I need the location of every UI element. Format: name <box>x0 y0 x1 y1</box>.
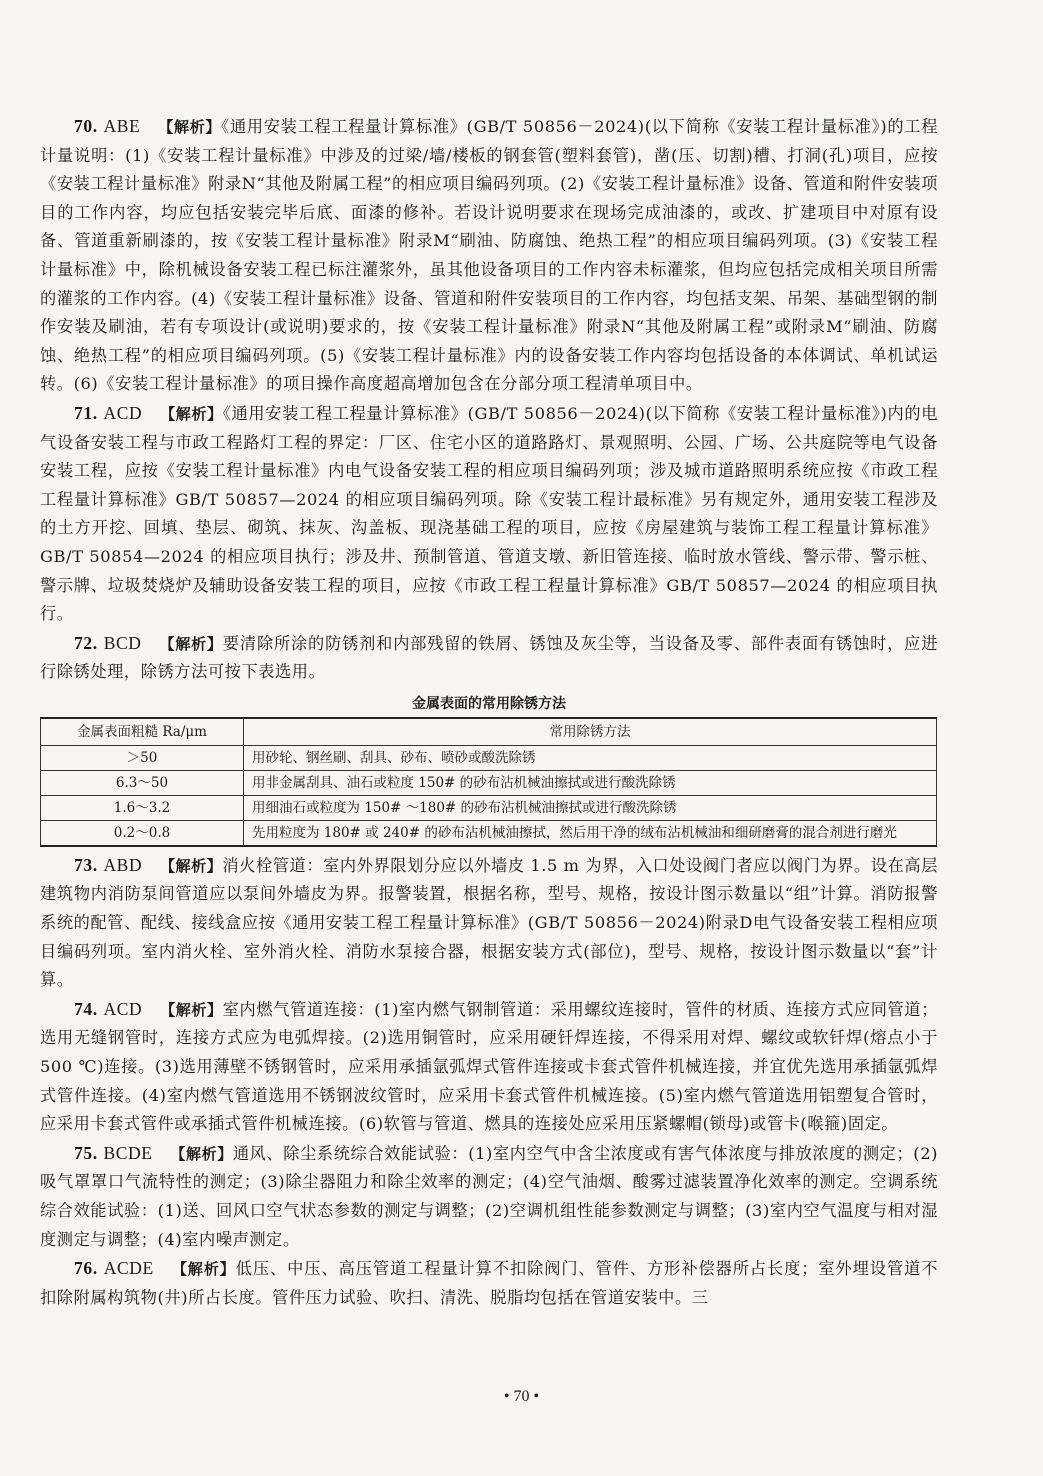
analysis-text: 《通用安装工程工程量计算标准》(GB/T 50856－2024)(以下简称《安装工程计量标准》)的工程计量说明：(1)《安装工程计量标准》中涉及的过梁/墙/楼板的钢套管(塑料套管)，凿(压、切割)槽、打洞(孔)项目，应按《安装工程计量标准》附录N“其他及附属工程”的相应项目编码列项。(2)《安装工程计量标准》设备、管道和附件安装项目的工作内容，均应包括安装完毕后底、面漆的修补。若设计说明要求在现场完成油漆的，或改、扩建项目中对原有设备、管道重新刷漆的，按《安装工程计量标准》附录M“刷油、防腐蚀、绝热工程”的相应项目编码列项。(3)《安装工程计量标准》中，除机械设备安装工程已标注灌浆外，虽其他设备项目的工作内容未标灌浆，但均应包括完成相关项目所需的灌浆的工作内容。(4)《安装工程计量标准》设备、管道和附件安装项目的工作内容，均包括支架、吊架、基础型钢的制作安装及刷油，若有专项设计(或说明)要求的，按《安装工程计量标准》附录N“其他及附属工程”或附录M“刷油、防腐蚀、绝热工程”的相应项目编码列项。(5)《安装工程计量标准》内的设备安装工作内容均包括设备的本体调试、单机试运转。(6)《安装工程计量标准》的项目操作高度超高增加包含在分部分项工程清单项目中。 <box>40 117 939 394</box>
table-row <box>41 770 937 795</box>
question-number: 73. <box>74 854 98 875</box>
analysis-text: 《通用安装工程工程量计算标准》(GB/T 50856－2024)(以下简称《安装工程计量标准》)内的电气设备安装工程与市政工程路灯工程的界定：厂区、住宅小区的道路路灯、景观照明、公园、广场、公共庭院等电气设备安装工程，应按《安装工程计量标准》内电气设备安装工程的相应项目编码列项；涉及城市道路照明系统应按《市政工程工程量计算标准》GB/T 50857—2024 的相应项目编码列项。除《安装工程计最标准》另有规定外，通用安装工程涉及的土方开挖、回填、垫层、砌筑、抹灰、沟盖板、现浇基础工程的项目，应按《房屋建筑与装饰工程工程量计算标准》GB/T 50854—2024 的相应项目执行；涉及井、预制管道、管道支墩、新旧管连接、临时放水管线、警示带、警示桩、警示牌、垃圾焚烧炉及辅助设备安装工程的项目，应按《市政工程工程量计算标准》GB/T 50857—2024 的相应项目执行。 <box>40 403 939 624</box>
analysis-text: 要清除所涂的防锈剂和内部残留的铁屑、锈蚀及灰尘等，当设备及零、部件表面有锈蚀时，应进行除锈处理，除锈方法可按下表选用。 <box>40 633 939 682</box>
method-cell: 先用粒度为 180# 或 240# 的砂布沾机械油擦拭，然后用干净的绒布沾机械油和细研磨膏的混合剂进行磨光 <box>244 820 937 846</box>
page-content <box>40 112 938 1312</box>
table-row <box>41 745 937 770</box>
method-cell: 用砂轮、钢丝刷、刮具、砂布、喷砂或酸洗除锈 <box>244 745 937 770</box>
table-title: 金属表面的常用除锈方法 <box>412 695 566 712</box>
analysis-tag: 【解析】 <box>159 856 223 875</box>
question-number: 76. <box>74 1258 98 1279</box>
derusting-table <box>40 717 937 847</box>
analysis-tag: 【解析】 <box>159 634 223 653</box>
analysis-tag: 【解析】 <box>170 1144 233 1163</box>
roughness-cell: 1.6～3.2 <box>41 795 244 820</box>
analysis-text: 低压、中压、高压管道工程量计算不扣除阀门、管件、方形补偿器所占长度；室外埋设管道不扣除附属构筑物(井)所占长度。管件压力试验、吹扫、清洗、脱脂均包括在管道安装中。三 <box>40 1259 939 1307</box>
question-number: 70. <box>74 116 98 136</box>
question-number: 72. <box>74 632 98 653</box>
analysis-tag: 【解析】 <box>171 1260 236 1279</box>
answer-key: BCDE <box>103 1142 153 1163</box>
answer-71 <box>40 399 938 629</box>
answer-74 <box>40 995 938 1139</box>
answer-key: ACDE <box>103 1258 154 1279</box>
roughness-cell: 6.3～50 <box>41 770 244 795</box>
question-number: 75. <box>74 1142 98 1163</box>
answer-key: ABE <box>103 116 141 136</box>
page-number: • 70 • <box>503 1388 540 1405</box>
answer-key: ABD <box>103 854 143 875</box>
analysis-tag: 【解析】 <box>160 404 223 423</box>
answer-key: ACD <box>103 998 143 1019</box>
analysis-text: 通风、除尘系统综合效能试验：(1)室内空气中含尘浓度或有害气体浓度与排放浓度的测定；(2)吸气罩罩口气流特性的测定；(3)除尘器阻力和除尘效率的测定；(4)空气油烟、酸雾过滤装置净化效率的测定。空调系统综合效能试验：(1)送、回风口空气状态参数的测定与调整；(2)空调机组性能参数测定与调整；(3)室内空气温度与相对湿度测定与调整；(4)室内噪声测定。 <box>40 1143 939 1249</box>
analysis-text: 消火栓管道：室内外界限划分应以外墙皮 1.5 m 为界，入口处设阀门者应以阀门为界。设在高层建筑物内消防泵间管道应以泵间外墙皮为界。报警装置，根据名称，型号、规格，按设计图示数量以“组”计算。消防报警系统的配管、配线、接线盒应按《通用安装工程工程量计算标准》(GB/T 50856－2024)附录D电气设备安装工程相应项目编码列项。室内消火栓、室外消火栓、消防水泵接合器，根据安装方式(部位)，型号、规格，按设计图示数量以“套”计算。 <box>40 855 938 990</box>
table-header-row <box>41 718 937 746</box>
analysis-text: 室内燃气管道连接：(1)室内燃气钢制管道：采用螺纹连接时，管件的材质、连接方式应同管道；选用无缝钢管时，连接方式应为电弧焊接。(2)选用铜管时，应采用硬钎焊连接，不得采用对焊、螺纹或软钎焊(熔点小于 500 ℃)连接。(3)选用薄壁不锈钢管时，应采用承插氩弧焊式管件连接或卡套式管件机械连接，并宜优先选用承插氩弧焊式管件连接。(4)室内燃气管道选用不锈钢波纹管时，应采用卡套式管件机械连接。(5)室内燃气管道选用铝塑复合管时，应采用卡套式管件或承插式管件机械连接。(6)软管与管道、燃具的连接处应采用压紧螺帽(锁母)或管卡(喉箍)固定。 <box>40 999 939 1134</box>
answer-72 <box>40 629 938 687</box>
answer-key: ACD <box>103 402 143 423</box>
answer-75 <box>40 1139 938 1254</box>
table-row <box>41 795 937 820</box>
question-number: 71. <box>74 402 98 423</box>
answer-70 <box>40 112 938 399</box>
answer-76 <box>40 1254 938 1312</box>
table-row <box>41 820 937 846</box>
analysis-tag: 【解析】 <box>160 1000 223 1019</box>
header-roughness: 金属表面粗糙 Ra/μm <box>41 718 244 746</box>
answer-key: BCD <box>103 632 142 653</box>
question-number: 74. <box>74 998 98 1019</box>
analysis-tag: 【解析】 <box>158 118 222 136</box>
method-cell: 用细油石或粒度为 150# ～180# 的砂布沾机械油擦拭或进行酸洗除锈 <box>244 795 937 820</box>
roughness-cell: ＞50 <box>41 745 244 770</box>
method-cell: 用非金属刮具、油石或粒度 150# 的砂布沾机械油擦拭或进行酸洗除锈 <box>244 770 937 795</box>
header-method: 常用除锈方法 <box>244 718 937 746</box>
answer-73 <box>40 851 938 995</box>
roughness-cell: 0.2～0.8 <box>41 820 244 846</box>
